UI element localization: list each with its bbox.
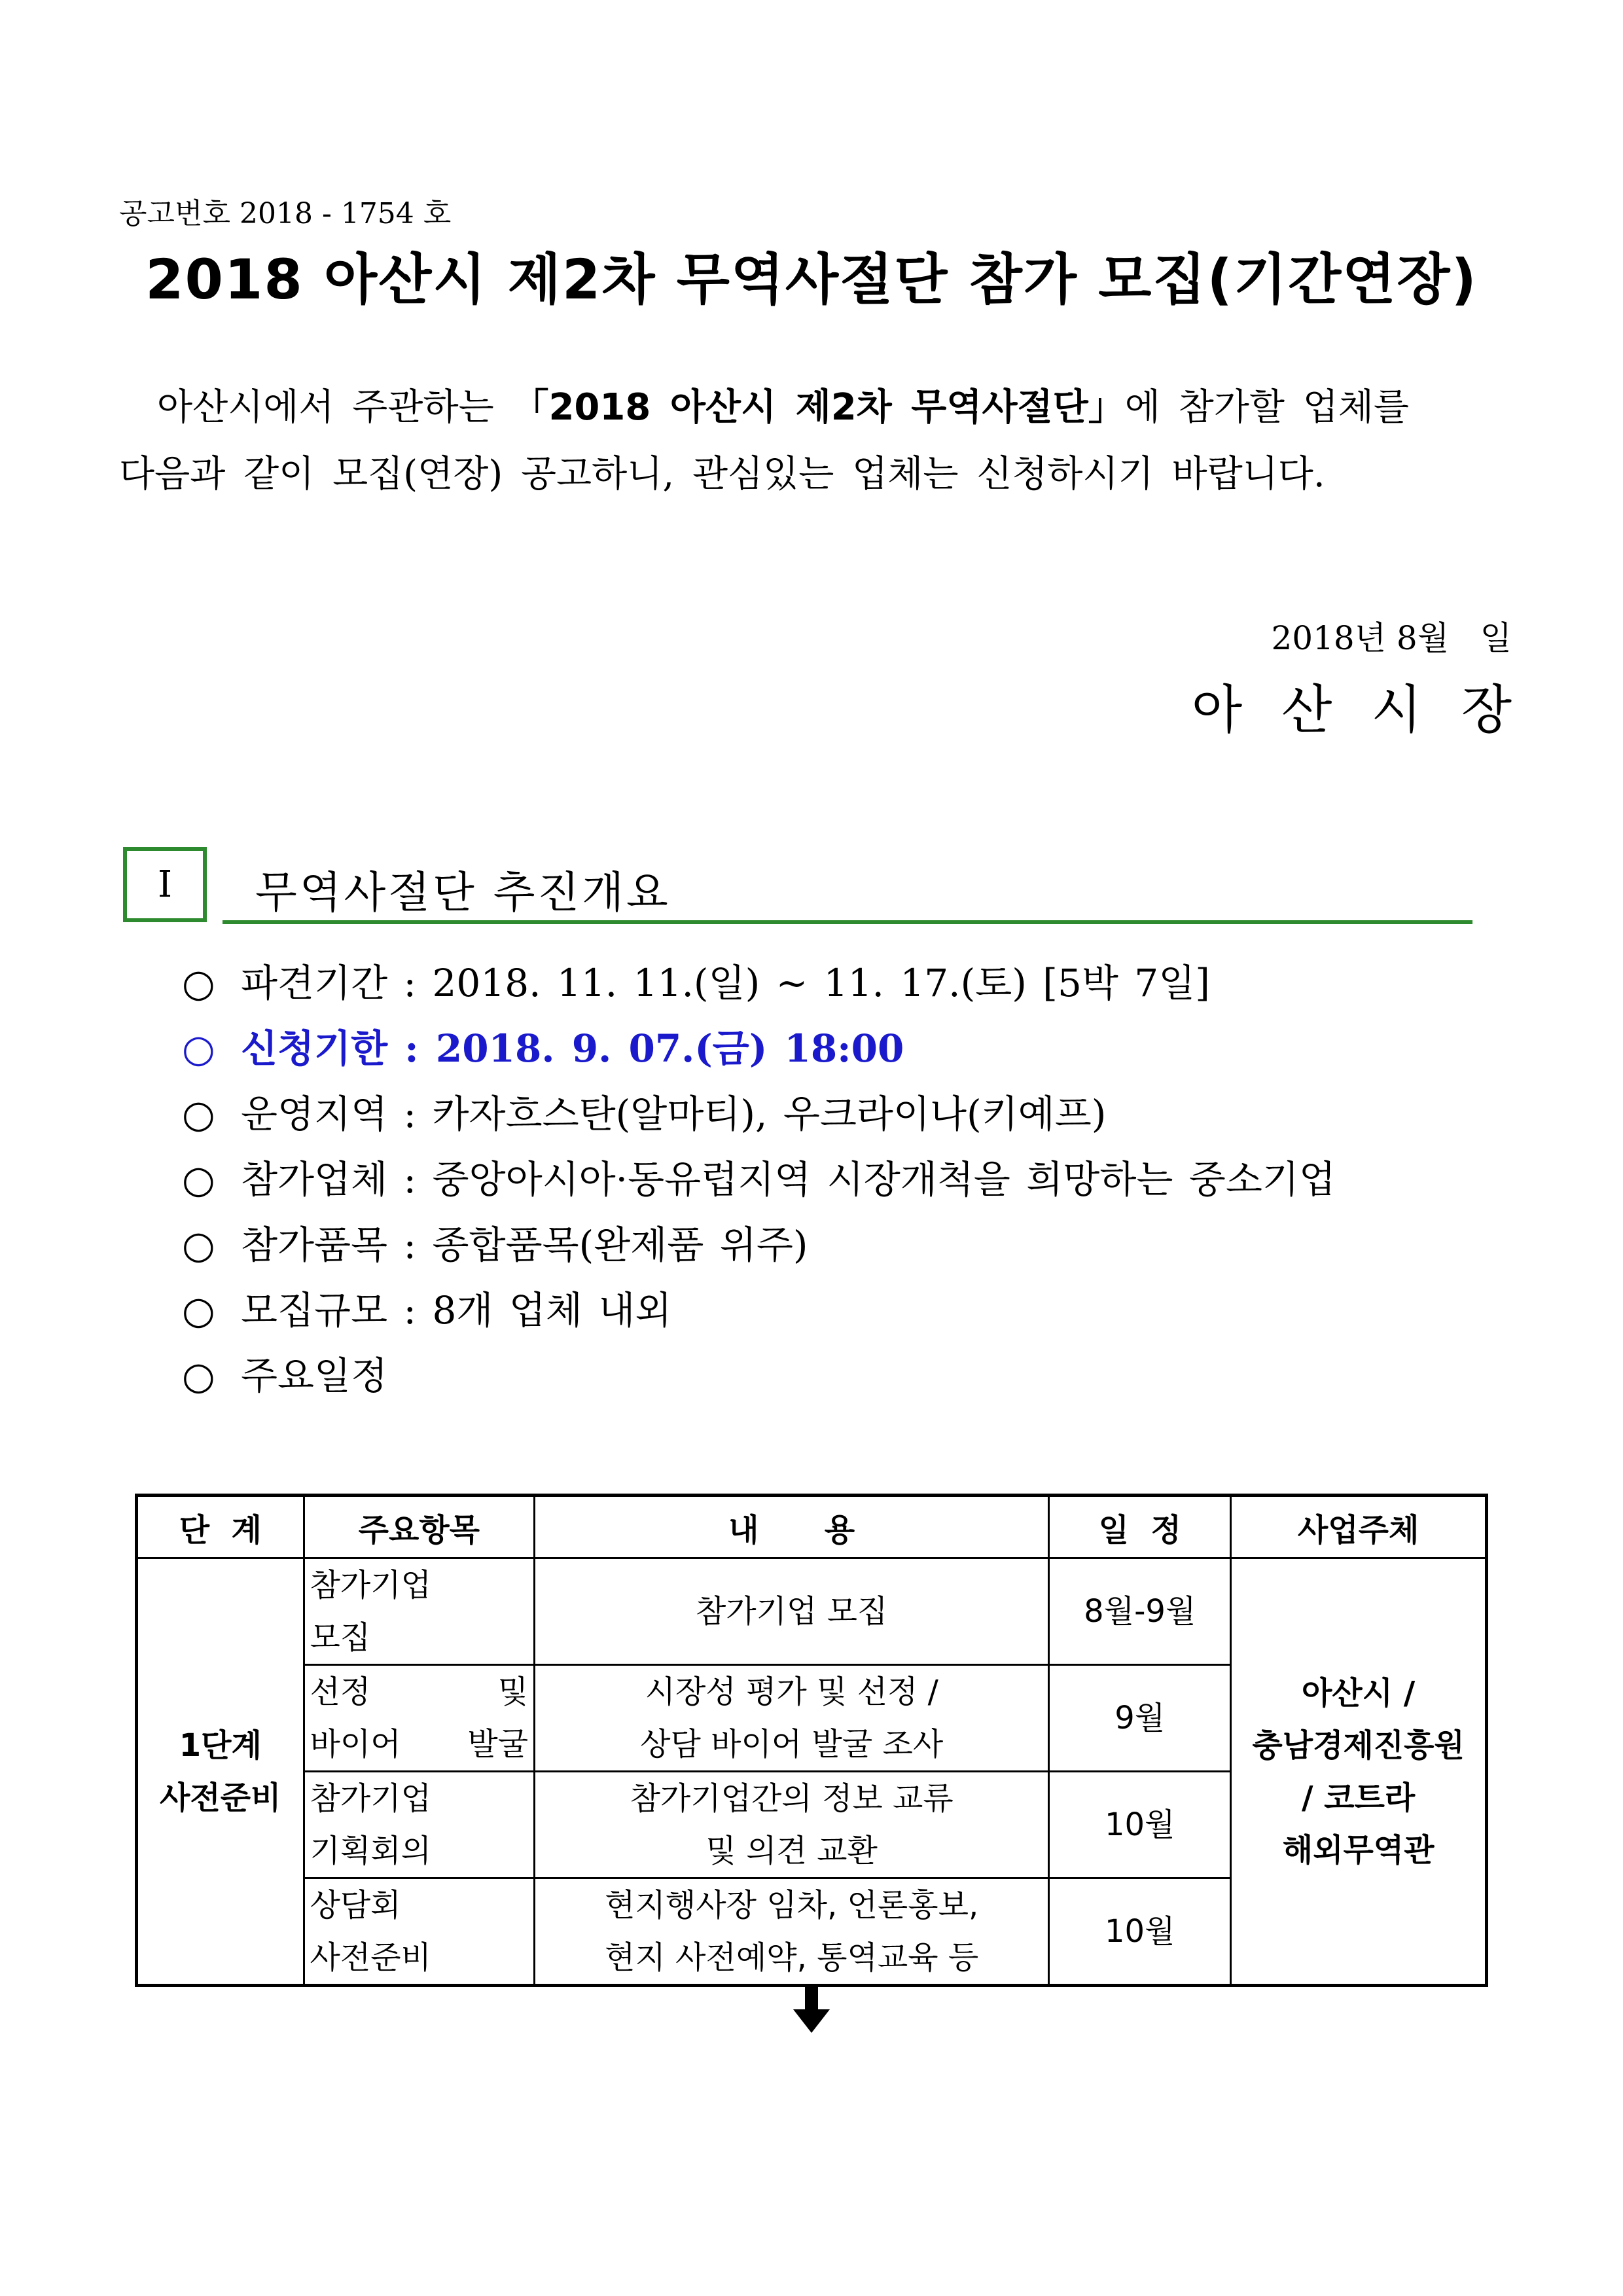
content-line: 참가기업간의 정보 교류 xyxy=(630,1780,954,1817)
section-title: 무역사절단 추진개요 xyxy=(255,867,671,918)
content-line: 및 의견 교환 xyxy=(705,1833,878,1869)
intro-line-1 xyxy=(157,378,1409,431)
bullet-circle-icon: ○ xyxy=(182,1354,215,1398)
bullet-text: 주요일정 xyxy=(241,1354,388,1398)
bullet-circle-icon: ○ xyxy=(182,961,215,1005)
intro-line-1-post: 에 참가할 업체를 xyxy=(1124,386,1410,429)
main-item-cell xyxy=(304,1878,535,1986)
header-organizer: 사업주체 xyxy=(1231,1496,1487,1558)
table-row xyxy=(137,1558,1487,1665)
organizer-line: 해외무역관 xyxy=(1282,1831,1435,1869)
stage-label: 사전준비 xyxy=(160,1779,281,1816)
schedule-cell: 8월-9월 xyxy=(1049,1558,1231,1665)
main-item-line: 기획회의 xyxy=(310,1833,432,1869)
issue-date: 2018년 8월 일 xyxy=(1271,619,1512,657)
content-cell xyxy=(535,1558,1049,1665)
main-item-cell xyxy=(304,1665,535,1772)
header-main-item: 주요항목 xyxy=(304,1496,535,1558)
main-item-line: 참가기업 xyxy=(310,1780,432,1817)
main-item-line: 모집 xyxy=(310,1619,371,1656)
overview-bullet xyxy=(182,1149,1336,1204)
section-number-box: Ⅰ xyxy=(123,847,207,922)
overview-bullet xyxy=(182,1018,904,1073)
bullet-text: 운영지역 : 카자흐스탄(알마티), 우크라이나(키예프) xyxy=(241,1092,1107,1136)
header-schedule: 일 정 xyxy=(1049,1496,1231,1558)
content-line: 상담 바이어 발굴 조사 xyxy=(640,1726,944,1763)
bullet-text: 파견기간 : 2018. 11. 11.(일) ~ 11. 17.(토) [5박 7일] xyxy=(241,961,1210,1005)
schedule-table xyxy=(135,1494,1488,1987)
bullet-text: 모집규모 : 8개 업체 내외 xyxy=(241,1288,672,1333)
overview-bullet xyxy=(182,1083,1106,1138)
overview-bullet xyxy=(182,1345,387,1400)
content-line: 시장성 평가 및 선정 / xyxy=(645,1674,938,1710)
stage-label: 1단계 xyxy=(179,1727,262,1764)
schedule-cell: 10월 xyxy=(1049,1772,1231,1878)
organizer-line: / 코트라 xyxy=(1301,1779,1416,1816)
notice-number: 공고번호 2018 - 1754 호 xyxy=(119,197,452,230)
content-line: 참가기업 모집 xyxy=(695,1593,888,1630)
bullet-circle-icon: ○ xyxy=(182,1026,215,1071)
bullet-text: 참가품목 : 종합품목(완제품 위주) xyxy=(241,1223,808,1267)
overview-bullet xyxy=(182,1280,671,1335)
organizer-line: 충남경제진흥원 xyxy=(1252,1727,1465,1764)
main-item-cell xyxy=(304,1772,535,1878)
issuer-signature-line: 아산시장 xyxy=(1191,679,1551,740)
header-stage: 단 계 xyxy=(137,1496,304,1558)
content-cell xyxy=(535,1772,1049,1878)
bullet-circle-icon: ○ xyxy=(182,1288,215,1333)
document-title: 2018 아산시 제2차 무역사절단 참가 모집(기간연장) xyxy=(145,247,1478,312)
main-item-line: 참가기업 xyxy=(310,1567,432,1604)
overview-bullet xyxy=(182,952,1210,1007)
main-item-cell xyxy=(304,1558,535,1665)
organizer-line: 아산시 / xyxy=(1301,1674,1416,1712)
bullet-text: 참가업체 : 중앙아시아·동유럽지역 시장개척을 희망하는 중소기업 xyxy=(241,1157,1336,1202)
intro-line-1-pre: 아산시에서 주관하는 xyxy=(157,386,512,429)
schedule-cell: 10월 xyxy=(1049,1878,1231,1986)
stage-cell xyxy=(137,1558,304,1986)
main-item-line: 사전준비 xyxy=(310,1939,432,1976)
bullet-circle-icon: ○ xyxy=(182,1223,215,1267)
main-item-line: 상담회 xyxy=(310,1887,401,1924)
bullet-circle-icon: ○ xyxy=(182,1157,215,1202)
bullet-text: 신청기한 : 2018. 9. 07.(금) 18:00 xyxy=(241,1026,904,1071)
schedule-table-header-row xyxy=(137,1496,1487,1558)
header-content: 내 용 xyxy=(535,1496,1049,1558)
overview-bullet xyxy=(182,1214,808,1269)
content-cell xyxy=(535,1665,1049,1772)
schedule-cell: 9월 xyxy=(1049,1665,1231,1772)
main-item-line: 바이어 발굴 xyxy=(310,1726,529,1763)
content-cell xyxy=(535,1878,1049,1986)
bullet-circle-icon: ○ xyxy=(182,1092,215,1136)
intro-line-1-program-name: 「2018 아산시 제2차 무역사절단」 xyxy=(512,386,1125,429)
section-underline xyxy=(223,920,1472,924)
organizer-cell xyxy=(1231,1558,1487,1986)
intro-line-2: 다음과 같이 모집(연장) 공고하니, 관심있는 업체는 신청하시기 바랍니다. xyxy=(119,453,1325,495)
down-arrow-icon xyxy=(793,1987,830,2033)
content-line: 현지 사전예약, 통역교육 등 xyxy=(605,1939,979,1976)
main-item-line: 선정 및 xyxy=(310,1674,529,1710)
content-line: 현지행사장 임차, 언론홍보, xyxy=(605,1887,979,1924)
